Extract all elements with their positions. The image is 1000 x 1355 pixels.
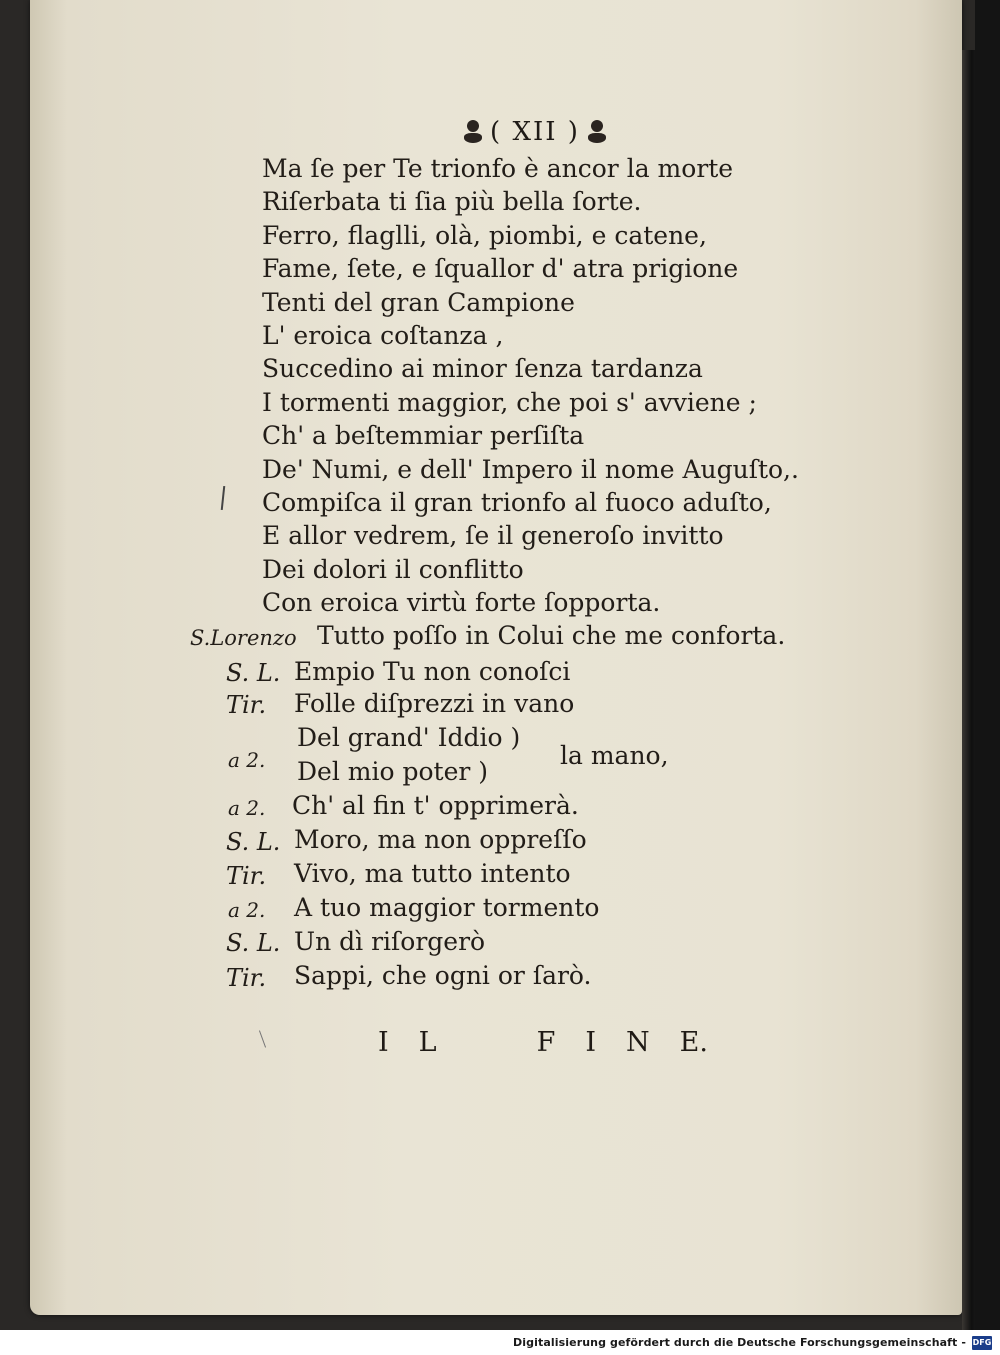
closing-letter: L [418,1026,437,1058]
verse-line: L' eroica coſtanza , [262,321,504,350]
footer-credit: Digitalisierung gefördert durch die Deutsche Forschungsgemeinschaft - [513,1336,966,1349]
verse-line: I tormenti maggior, che poi s' avviene ; [262,388,757,417]
dialogue-line: Tutto poſſo in Colui che me conforta. [317,621,786,650]
verse-line: Dei dolori il conflitto [262,555,524,584]
dialogue-line: Ch' al fin t' opprimerà. [292,791,579,820]
dialogue-line: Sappi, che ogni or ſarò. [294,961,592,990]
verse-line: Succedino ai minor ſenza tardanza [262,354,703,383]
speaker-label: Tir. [226,964,267,992]
speaker-label: a 2. [228,796,266,820]
dialogue-line: Moro, ma non oppreſſo [294,825,587,854]
verse-line: De' Numi, e dell' Impero il nome Auguſto,. [262,455,799,484]
speaker-label: a 2. [228,898,266,922]
speaker-label: S.Lorenzo [190,626,297,650]
duet-line-2: Del mio poter ) [297,757,489,786]
verse-line: Ma ſe per Te trionfo è ancor la morte [262,154,734,183]
page-header [460,112,610,152]
closing-letter: F [536,1026,556,1058]
speaker-label: Tir. [226,862,267,890]
verse-line: Riſerbata ti ſia più bella ſorte. [262,187,642,216]
closing-letter: N [626,1026,650,1058]
speaker-label: S. L. [226,659,281,687]
verse-line: Tenti del gran Campione [262,288,575,317]
fleuron-right-icon [586,118,608,146]
verse-line: E allor vedrem, ſe il generoſo invitto [262,521,724,550]
duet-line-1: Del grand' Iddio ) [297,723,521,752]
speaker-label: a 2. [228,748,266,772]
dialogue-line: Un dì riſorgerò [294,927,486,956]
speaker-label: S. L. [226,929,281,957]
verse-line: Ferro, flaglli, olà, piombi, e catene, [262,221,707,250]
closing-letter: I [585,1026,597,1058]
closing-title [378,1025,708,1059]
dialogue-line: Empio Tu non conoſci [294,657,571,686]
verse-line: Con eroica virtù forte ſopporta. [262,588,661,617]
page-number-wrap: ( XII ) [490,117,580,147]
dialogue-line: A tuo maggior tormento [294,893,600,922]
verse-line: Ch' a beſtemmiar perſiſta [262,421,585,450]
verse-line: Compiſca il gran trionfo al fuoco aduſto, [262,488,772,517]
closing-letter: I [378,1026,389,1058]
closing-letter: E. [679,1026,708,1058]
dialogue-line: Vivo, ma tutto intento [294,859,571,888]
dialogue-line: Folle diſprezzi in vano [294,689,575,718]
book-spine [975,0,1000,1330]
verse-line: Fame, ſete, e ſquallor d' atra prigione [262,254,739,283]
fleuron-left-icon [462,118,484,146]
duet-shared-line: la mano, [560,741,669,770]
footer-bar [0,1330,1000,1355]
page-number: XII [512,117,558,147]
speaker-label: Tir. [226,691,267,719]
dfg-logo-icon: DFG [972,1336,992,1350]
speaker-label: S. L. [226,828,281,856]
